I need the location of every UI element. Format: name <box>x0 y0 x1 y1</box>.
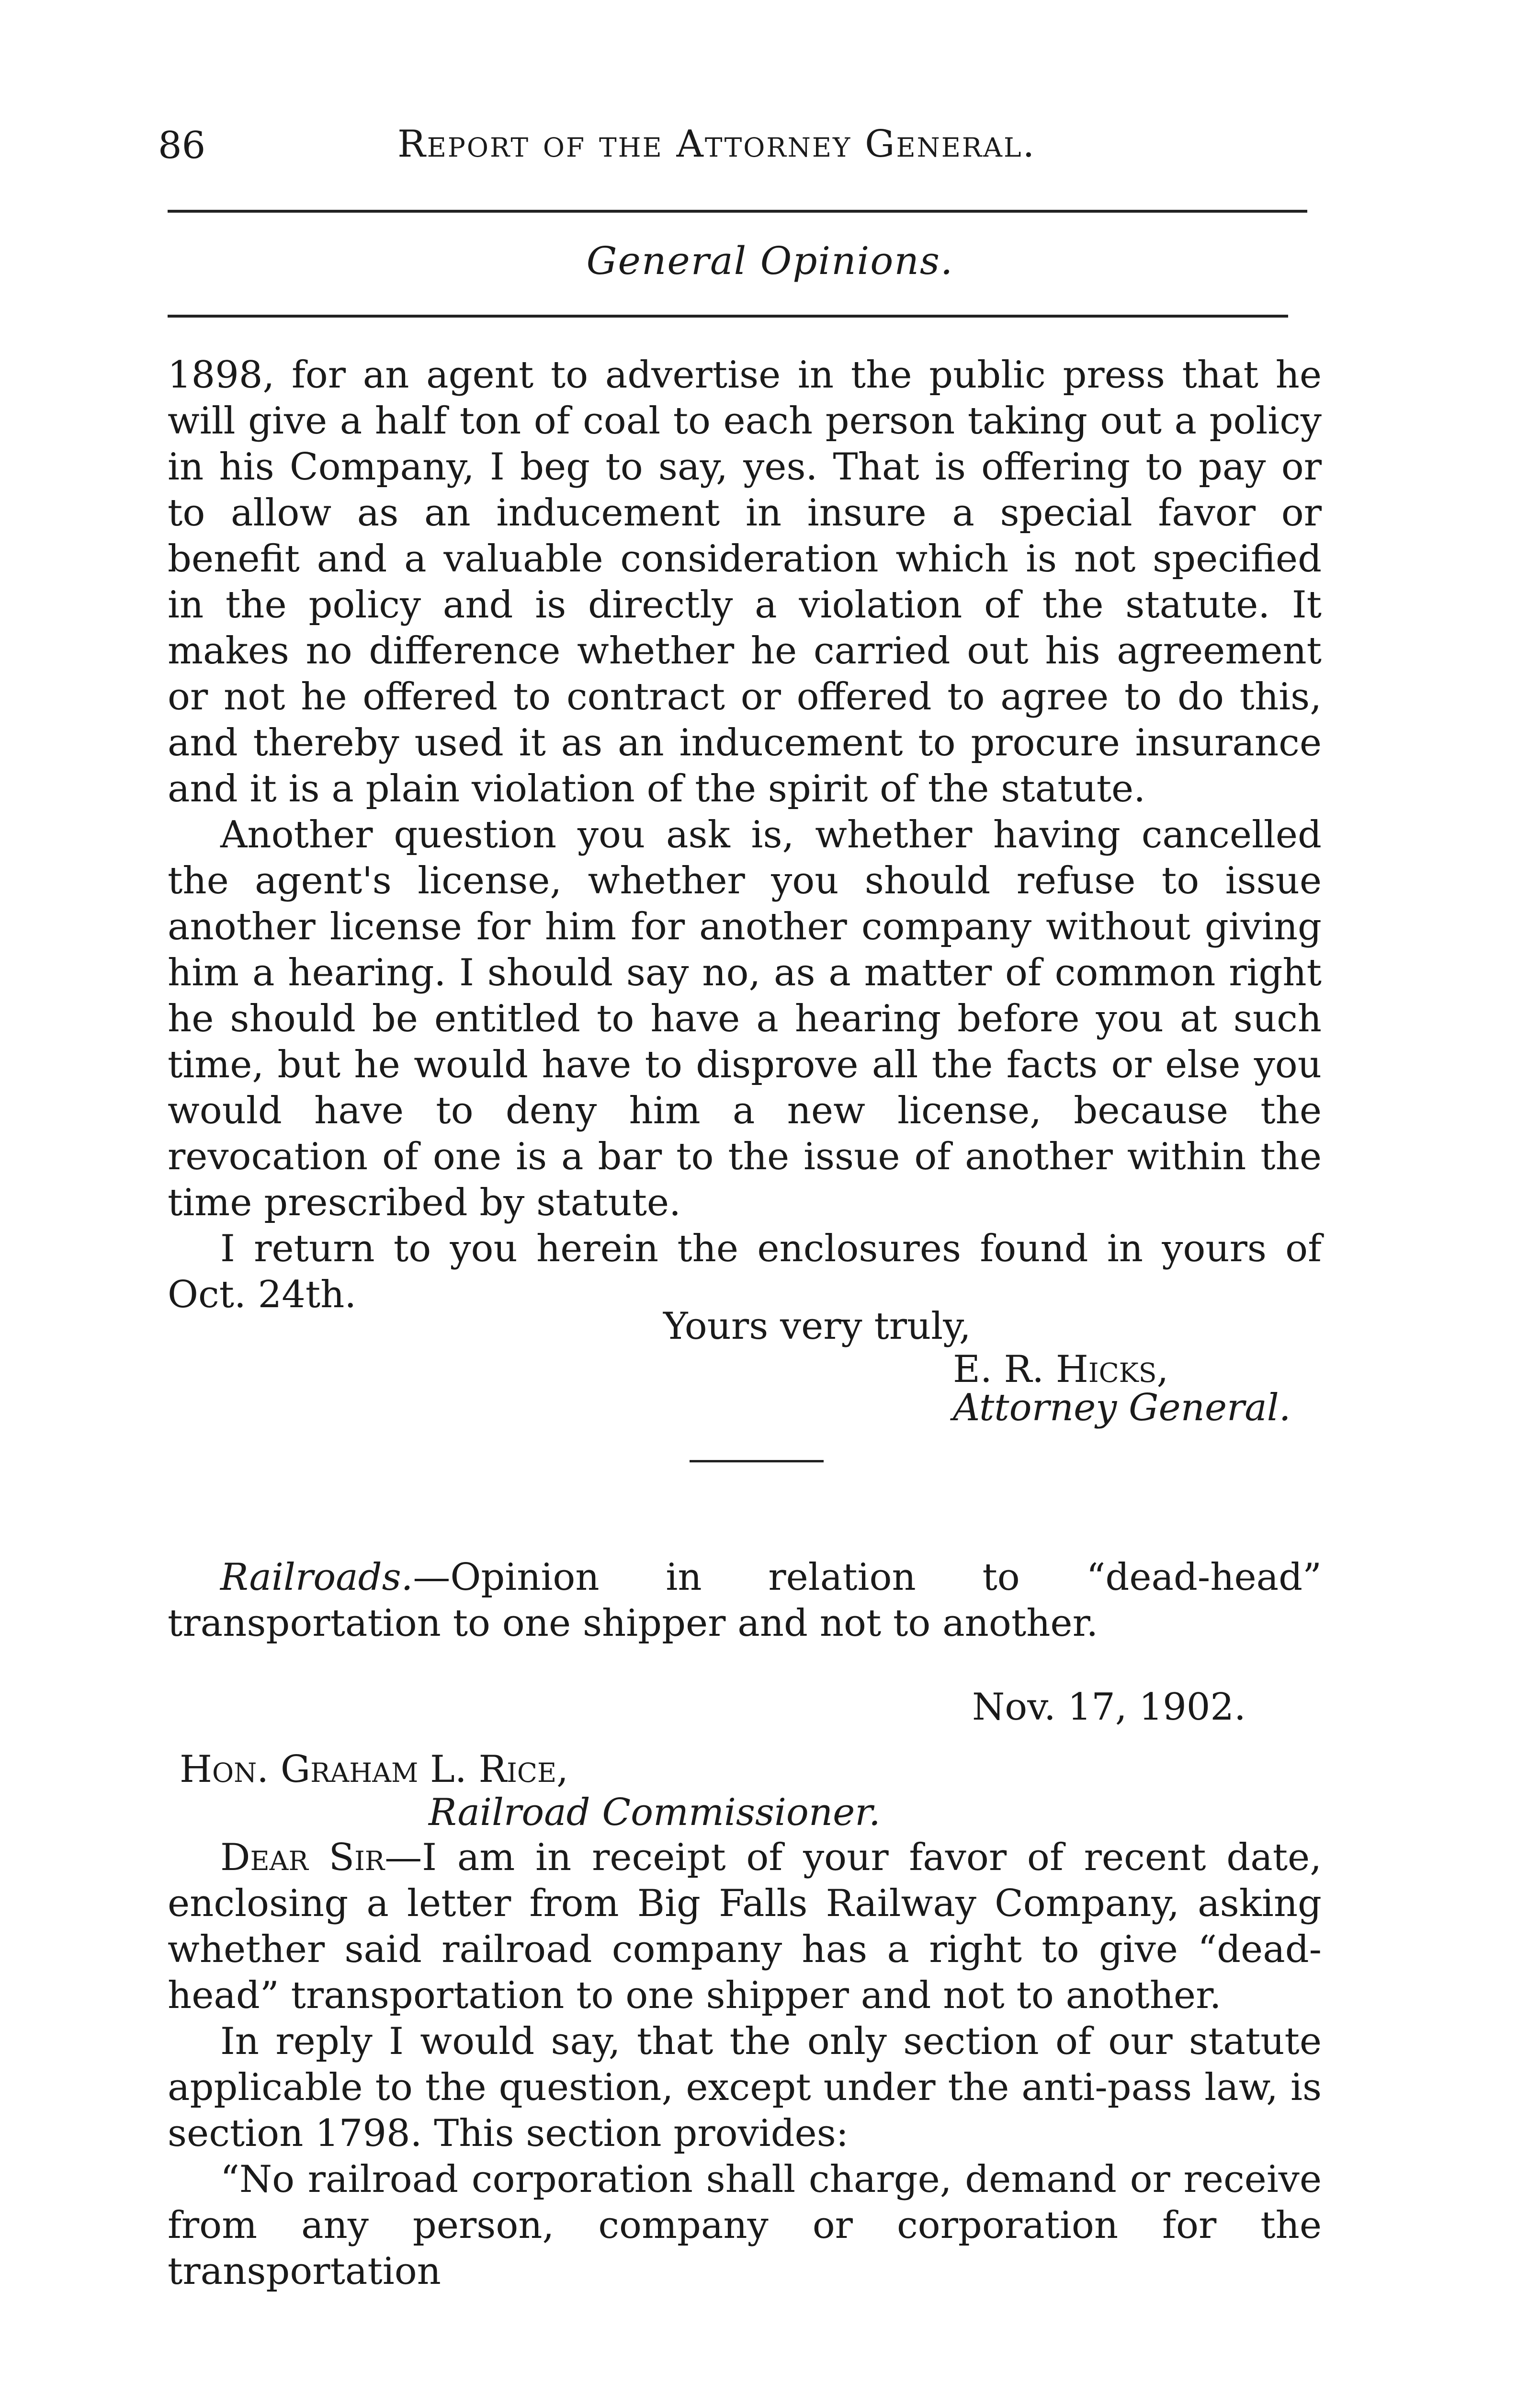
signature-name: E. R. Hicks, <box>953 1348 1169 1391</box>
opinion-two-headnote <box>168 1554 1322 1646</box>
addressee-name: Hon. Graham L. Rice, <box>180 1748 568 1791</box>
letter-date: Nov. 17, 1902. <box>972 1686 1246 1729</box>
addressee-title: Railroad Commissioner. <box>429 1791 881 1834</box>
separator-rule <box>690 1460 824 1462</box>
running-head: Report of the Attorney General. <box>397 123 1036 166</box>
opinion-two-body <box>168 1835 1322 2294</box>
opinion-one-paragraph-1: 1898, for an agent to advertise in the public press that he will give a half ton of coal to each person taking out a policy in his Company, I beg to say, yes. That is offering to pay or to allow as an inducement in insure a special favor or benefit and a valuable consideration which is not specified in the policy and is directly a violation of the statute. It makes no difference whether he carried out his agreement or not he offered to contract or offered to agree to do this, and thereby used it as an inducement to procure insurance and it is a plain violation of the spirit of the statute. <box>168 354 1322 810</box>
signature-title: Attorney General. <box>953 1386 1291 1429</box>
headnote-text: —Opinion in relation to “dead-head” transportation to one shipper and not to another. <box>168 1556 1322 1645</box>
header-rule-bottom <box>168 315 1288 318</box>
opinion-one-paragraph-3: I return to you herein the enclosures found in yours of Oct. 24th. <box>168 1227 1322 1316</box>
opinion-one-body <box>168 352 1322 1318</box>
opinion-one-paragraph-2: Another question you ask is, whether having cancelled the agent's license, whether you should refuse to issue another license for him for another company without giving him a hearing. I should say no, as a matter of common right he should be entitled to have a hearing before you at such time, but he would have to disprove all the facts or else you would have to deny him a new license, because the revocation of one is a bar to the issue of another within the time prescribed by statute. <box>168 813 1322 1224</box>
page-number: 86 <box>158 124 206 167</box>
headnote-subject: Railroads. <box>220 1556 413 1599</box>
opinion-two-paragraph-1 <box>168 1835 1322 2019</box>
opinion-two-paragraph-2: In reply I would say, that the only section of our statute applicable to the question, except under the anti-pass law, is section 1798. This section provides: <box>168 2020 1322 2155</box>
section-title: General Opinions. <box>586 239 954 283</box>
opinion-two-paragraph-1-text: —I am in receipt of your favor of recent date, enclosing a letter from Big Falls Railway Company, asking whether said railroad company has a right to give “dead-head” transportation to one shipper and not to another. <box>168 1836 1322 2017</box>
header-rule-top <box>168 210 1307 213</box>
closing-line: Yours very truly, <box>663 1305 971 1348</box>
opinion-two-paragraph-3: “No railroad corporation shall charge, demand or receive from any person, company or corporation for the transportation <box>168 2158 1322 2293</box>
salutation: Dear Sir <box>220 1836 385 1879</box>
headnote <box>168 1554 1322 1646</box>
